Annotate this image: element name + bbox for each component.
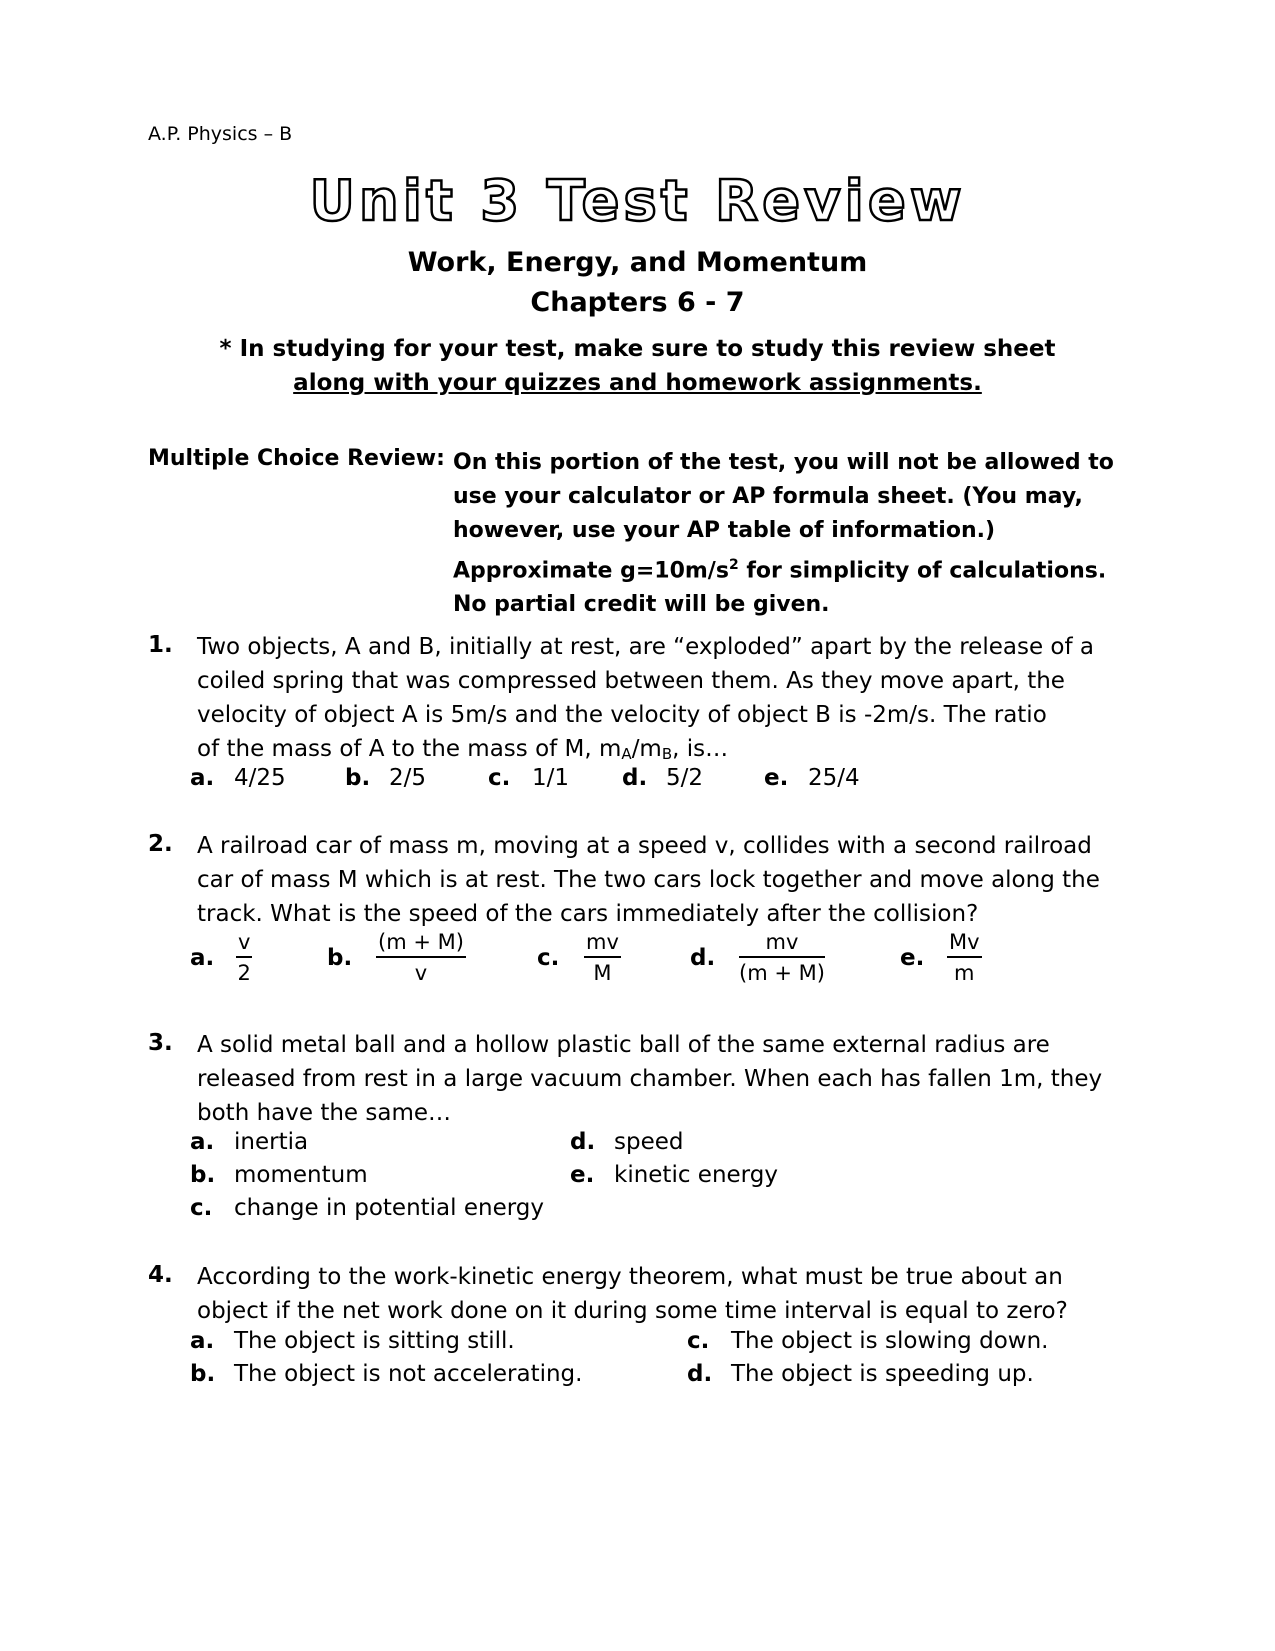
fraction-denominator: m (954, 960, 975, 985)
option-text: change in potential energy (234, 1195, 544, 1221)
question-1-line: Two objects, A and B, initially at rest, are “exploded” apart by the release of a (197, 634, 1094, 660)
option-letter: e. (764, 765, 789, 791)
option-letter: b. (190, 1162, 216, 1188)
question-3-number: 3. (148, 1030, 173, 1056)
option-text: inertia (234, 1129, 309, 1155)
q1-line4-end: , is… (672, 736, 729, 762)
q1-option-d[interactable] (622, 765, 703, 791)
option-text: The object is speeding up. (731, 1361, 1034, 1387)
question-1-line: velocity of object A is 5m/s and the velocity of object B is -2m/s. The ratio (197, 702, 1047, 728)
q2-option-a-letter[interactable]: a. (190, 945, 215, 971)
q2-option-c-letter[interactable]: c. (537, 945, 560, 971)
option-letter: a. (190, 1129, 215, 1155)
q1-subscript-b: B (661, 745, 673, 763)
q1-option-c[interactable] (488, 765, 569, 791)
option-letter: a. (190, 1328, 215, 1354)
option-text: 25/4 (808, 765, 860, 791)
question-3-line: both have the same… (197, 1100, 452, 1126)
fraction-denominator: 2 (237, 960, 251, 985)
mc-line-4-text: Approximate g=10m/s (453, 558, 729, 584)
q1-line4-text: of the mass of A to the mass of M, m (197, 736, 622, 762)
q1-option-e[interactable] (764, 765, 860, 791)
mc-line-2: use your calculator or AP formula sheet. (You may, (453, 484, 1083, 509)
fraction-numerator: (m + M) (378, 930, 464, 954)
q2-option-c-fraction[interactable] (584, 930, 621, 985)
q3-option-d[interactable] (570, 1129, 683, 1155)
study-note-line-1: * In studying for your test, make sure to study this review sheet (219, 336, 1056, 362)
question-4-line: object if the net work done on it during some time interval is equal to zero? (197, 1298, 1068, 1324)
mc-line-4-rest: for simplicity of calculations. (738, 558, 1107, 584)
q1-option-b[interactable] (345, 765, 426, 791)
option-text: The object is not accelerating. (234, 1361, 583, 1387)
subtitle-topic: Work, Energy, and Momentum (407, 247, 868, 278)
option-letter: b. (345, 765, 371, 791)
q2-option-d-fraction[interactable] (739, 930, 825, 985)
fraction-numerator: Mv (949, 930, 980, 954)
question-2-number: 2. (148, 831, 173, 857)
subtitle-chapters: Chapters 6 - 7 (530, 287, 745, 318)
option-letter: c. (687, 1328, 710, 1354)
mc-line-4 (453, 548, 1133, 588)
mc-line-1: On this portion of the test, you will not be allowed to (453, 450, 1114, 475)
option-letter: e. (570, 1162, 595, 1188)
course-label: A.P. Physics – B (148, 123, 293, 145)
question-4-text (197, 1260, 1137, 1328)
option-text: 5/2 (666, 765, 704, 791)
mc-line-5: No partial credit will be given. (453, 592, 830, 618)
option-text: 4/25 (234, 765, 286, 791)
option-letter: d. (570, 1129, 596, 1155)
option-text: 2/5 (389, 765, 427, 791)
option-text: The object is slowing down. (731, 1328, 1049, 1354)
q4-option-d[interactable] (687, 1361, 1034, 1387)
fraction-denominator: M (593, 960, 612, 985)
q2-option-d-letter[interactable]: d. (690, 945, 716, 971)
q3-option-e[interactable] (570, 1162, 778, 1188)
question-2-line: car of mass M which is at rest. The two cars lock together and move along the (197, 867, 1100, 893)
q4-option-a[interactable] (190, 1328, 515, 1354)
page-title: Unit 3 Test Review (309, 169, 966, 234)
q4-option-b[interactable] (190, 1361, 582, 1387)
option-text: kinetic energy (614, 1162, 778, 1188)
option-text: 1/1 (532, 765, 570, 791)
fraction-numerator: v (238, 930, 251, 954)
option-letter: d. (622, 765, 648, 791)
mc-review-instructions (453, 446, 1133, 622)
fraction-numerator: mv (765, 930, 799, 954)
question-3-line: A solid metal ball and a hollow plastic ball of the same external radius are (197, 1032, 1050, 1058)
fraction-denominator: v (414, 960, 428, 985)
fraction-numerator: mv (586, 930, 619, 954)
option-text: The object is sitting still. (234, 1328, 515, 1354)
question-4-line: According to the work-kinetic energy theorem, what must be true about an (197, 1264, 1063, 1290)
question-4-number: 4. (148, 1262, 173, 1288)
q2-option-e-fraction[interactable] (947, 930, 982, 985)
q1-subscript-a: A (621, 745, 632, 763)
q2-option-e-letter[interactable]: e. (900, 945, 925, 971)
question-1-line: coiled spring that was compressed between them. As they move apart, the (197, 668, 1065, 694)
q1-line4-slash: /m (631, 736, 662, 762)
study-note-line-2: along with your quizzes and homework assignments. (293, 370, 982, 396)
q3-option-a[interactable] (190, 1129, 308, 1155)
question-2-text (197, 829, 1137, 931)
q2-option-a-fraction[interactable] (236, 930, 252, 985)
fraction-denominator: (m + M) (739, 960, 825, 985)
q3-option-b[interactable] (190, 1162, 368, 1188)
q4-option-c[interactable] (687, 1328, 1048, 1354)
option-letter: c. (190, 1195, 213, 1221)
option-letter: d. (687, 1361, 713, 1387)
question-2-line: A railroad car of mass m, moving at a speed v, collides with a second railroad (197, 833, 1092, 859)
mc-line-4-exponent: 2 (728, 557, 739, 573)
q3-option-c[interactable] (190, 1195, 544, 1221)
option-text: speed (614, 1129, 684, 1155)
question-2-line: track. What is the speed of the cars immediately after the collision? (197, 901, 979, 927)
option-letter: c. (488, 765, 511, 791)
question-1-text (197, 630, 1137, 771)
question-3-line: released from rest in a large vacuum chamber. When each has fallen 1m, they (197, 1066, 1103, 1092)
option-text: momentum (234, 1162, 368, 1188)
question-3-text (197, 1028, 1137, 1130)
q2-option-b-letter[interactable]: b. (327, 945, 353, 971)
option-letter: a. (190, 765, 215, 791)
mc-review-label: Multiple Choice Review: (148, 446, 445, 471)
question-1-number: 1. (148, 632, 173, 658)
q2-option-b-fraction[interactable] (376, 930, 466, 985)
mc-line-3: however, use your AP table of information.) (453, 518, 996, 543)
q1-option-a[interactable] (190, 765, 286, 791)
option-letter: b. (190, 1361, 216, 1387)
